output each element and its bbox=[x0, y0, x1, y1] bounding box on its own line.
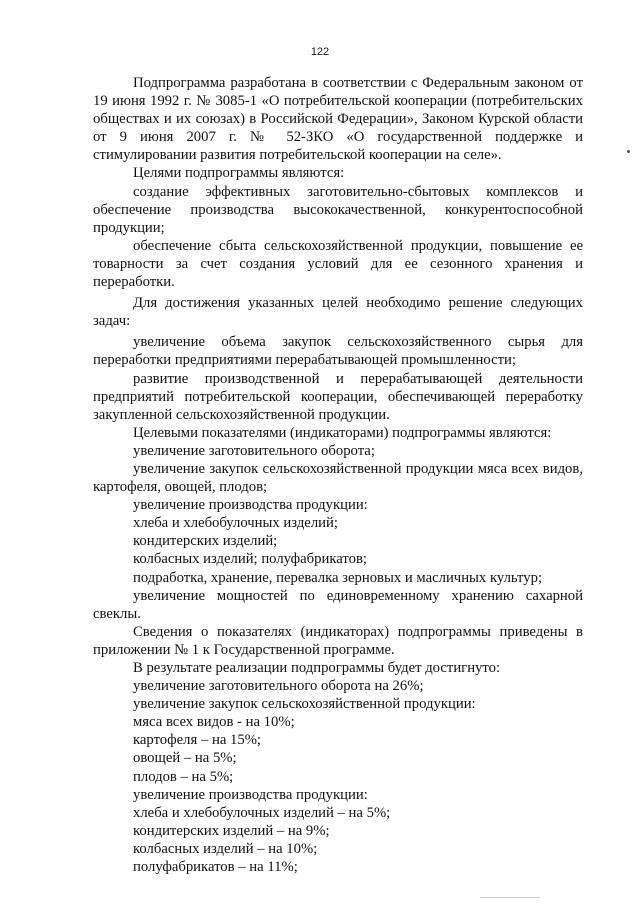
paragraph: колбасных изделий; полуфабрикатов; bbox=[133, 551, 367, 568]
paragraph: увеличение мощностей по единовременному хранению сахарной свеклы. bbox=[93, 587, 583, 622]
paragraph: обеспечение сбыта сельскохозяйственной продукции, повышение ее товарности за счет создания условий для ее сезонного хранения и переработки. bbox=[93, 237, 583, 291]
paragraph: полуфабрикатов – на 11%; bbox=[133, 859, 298, 876]
paragraph: увеличение заготовительного оборота на 26%; bbox=[133, 678, 424, 695]
paragraph: Целями подпрограммы являются: bbox=[133, 165, 345, 182]
paragraph: увеличение производства продукции: bbox=[133, 786, 368, 803]
paragraph: увеличение объема закупок сельскохозяйственного сырья для переработки предприятиями перерабатывающей промышленности; bbox=[93, 334, 583, 369]
paragraph: Целевыми показателями (индикаторами) подпрограммы являются: bbox=[133, 424, 552, 441]
paragraph: увеличение заготовительного оборота; bbox=[133, 442, 375, 459]
paragraph: увеличение закупок сельскохозяйственной продукции: bbox=[133, 696, 476, 713]
paragraph: картофеля – на 15%; bbox=[133, 732, 262, 749]
document-body bbox=[93, 74, 583, 876]
paragraph: хлеба и хлебобулочных изделий – на 5%; bbox=[133, 804, 391, 821]
paragraph: развитие производственной и перерабатывающей деятельности предприятий потребительской кооперации, обеспечивающей переработку закупленной сельскохозяйственной продукции. bbox=[93, 370, 583, 423]
paragraph: кондитерских изделий; bbox=[133, 533, 278, 550]
paragraph: В результате реализации подпрограммы будет достигнуто: bbox=[133, 660, 501, 676]
paragraph: Подпрограмма разработана в соответствии с Федеральным законом от 19 июня 1992 г. № 3085-1 «О потребительской кооперации (потребительских обществах и их союзах) в Российской Федерации», Законом Курской области от 9 июня 2007 г. № 52-ЗКО «О государственной поддержке и стимулировании развития потребительской кооперации на селе». bbox=[93, 75, 583, 164]
paragraph: подработка, хранение, перевалка зерновых и масличных культур; bbox=[133, 569, 543, 586]
paragraph: Для достижения указанных целей необходимо решение следующих задач: bbox=[93, 295, 583, 330]
page-number: 122 bbox=[310, 46, 330, 58]
scan-speck bbox=[627, 150, 630, 153]
paragraph: увеличение закупок сельскохозяйственной продукции мяса всех видов, картофеля, овощей, плодов; bbox=[93, 460, 583, 496]
paragraph: колбасных изделий – на 10%; bbox=[133, 840, 318, 857]
paragraph: кондитерских изделий – на 9%; bbox=[133, 822, 330, 839]
paragraph: Сведения о показателях (индикаторах) подпрограммы приведены в приложении № 1 к Государственной программе. bbox=[93, 623, 583, 658]
paragraph: увеличение производства продукции: bbox=[133, 497, 368, 514]
paragraph: хлеба и хлебобулочных изделий; bbox=[133, 515, 338, 532]
paragraph: мяса всех видов - на 10%; bbox=[133, 714, 295, 731]
paragraph: плодов – на 5%; bbox=[133, 768, 234, 785]
paragraph: создание эффективных заготовительно-сбытовых комплексов и обеспечение производства высококачественной, конкурентоспособной продукции; bbox=[93, 183, 583, 236]
scan-edge-mark bbox=[480, 897, 540, 898]
paragraph: овощей – на 5%; bbox=[133, 750, 237, 767]
